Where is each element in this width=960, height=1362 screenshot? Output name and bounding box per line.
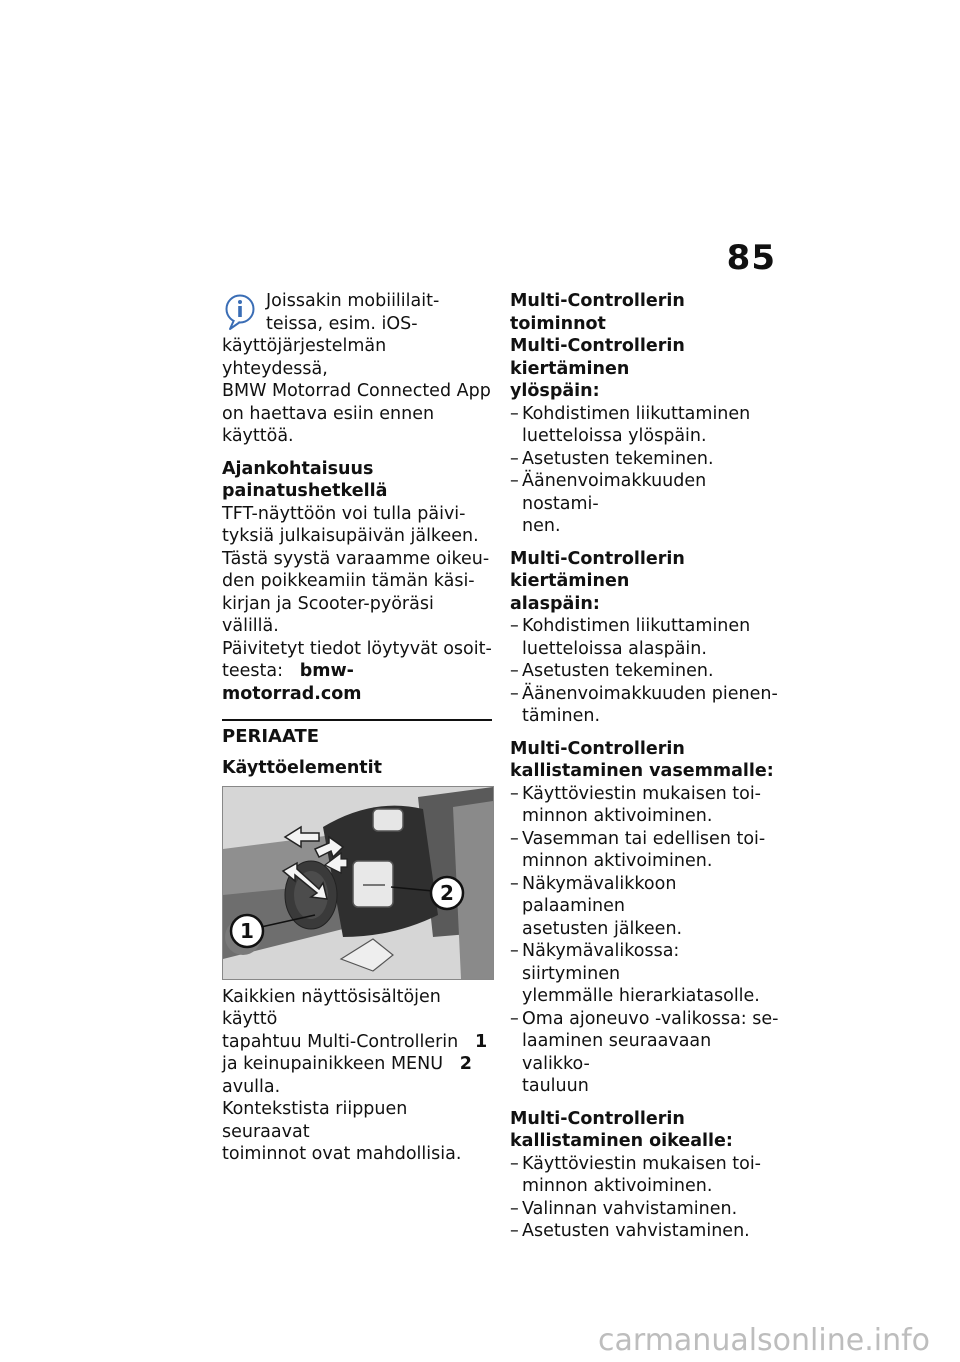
figure-caption	[222, 986, 492, 1166]
list-item-line: – Kohdistimen liikuttaminen	[522, 616, 751, 636]
list-item	[510, 660, 780, 683]
list-item	[510, 783, 780, 828]
group-heading-line: alaspäin:	[510, 593, 600, 614]
bullet-list	[510, 615, 780, 728]
list-item-line: minnon aktivoiminen.	[522, 806, 713, 826]
group-heading-line: Multi-Controllerin kiertäminen	[510, 336, 685, 379]
handlebar-illustration	[223, 787, 493, 979]
list-item	[510, 470, 780, 538]
info-note	[222, 290, 492, 448]
update-line: tyksiä julkaisupäivän jälkeen.	[222, 526, 479, 546]
list-item-line: luetteloissa alaspäin.	[522, 638, 707, 659]
update-line: Tästä syystä varaamme oikeu-	[222, 548, 490, 569]
caption-line: avulla.	[222, 1076, 281, 1097]
function-group	[510, 1108, 780, 1243]
list-item-line: minnon aktivoiminen.	[522, 1176, 713, 1196]
list-item	[510, 683, 780, 728]
group-heading-line: kallistaminen vasemmalle:	[510, 761, 774, 781]
note-line: BMW Motorrad Connected App	[222, 381, 491, 401]
website-link[interactable]: bmw-motorrad.com	[222, 661, 362, 704]
bullet-list	[510, 1153, 780, 1243]
update-notice	[222, 458, 492, 706]
list-item-line: minnon aktivoiminen.	[522, 851, 713, 871]
update-line: Päivitetyt tiedot löytyvät osoit-	[222, 638, 492, 659]
list-item-line: – Oma ajoneuvo -valikossa: se-	[522, 1008, 779, 1029]
caption-line: Kontekstista riippuen seuraavat	[222, 1099, 408, 1142]
caption-text: ja keinupainikkeen MENU	[222, 1054, 444, 1074]
list-item-line: – Äänenvoimakkuuden pienen-	[522, 683, 778, 704]
caption-line: toiminnot ovat mahdollisia.	[222, 1144, 462, 1164]
list-item-line: – Kohdistimen liikuttaminen	[522, 403, 751, 424]
caption-line: Kaikkien näyttösisältöjen käyttö	[222, 986, 441, 1029]
list-item-line: – Käyttöviestin mukaisen toi-	[522, 783, 761, 804]
group-heading-line: Multi-Controllerin	[510, 738, 685, 759]
note-line: käyttöjärjestelmän yhteydessä,	[222, 336, 387, 379]
group-heading-line: ylöspäin:	[510, 381, 600, 401]
section-title: PERIAATE	[222, 726, 320, 747]
update-last-prefix: teesta:	[222, 661, 283, 681]
list-item	[510, 940, 780, 1008]
caption-line	[222, 1031, 492, 1054]
caption-ref-number: 1	[474, 1031, 488, 1052]
list-item	[510, 1153, 780, 1198]
note-line: on haettava esiin ennen	[222, 403, 435, 424]
subsection-title: Käyttöelementit	[222, 758, 383, 778]
list-item-line: tauluun	[522, 1076, 589, 1096]
function-groups	[510, 335, 780, 1243]
function-group	[510, 738, 780, 1098]
info-icon	[224, 293, 256, 331]
update-line: kirjan ja Scooter-pyöräsi välillä.	[222, 593, 434, 636]
list-item	[510, 615, 780, 660]
list-item-line: nen.	[522, 516, 561, 536]
caption-ref-number: 2	[459, 1054, 472, 1074]
list-item-line: luetteloissa ylöspäin.	[522, 426, 707, 446]
function-group	[510, 548, 780, 728]
list-item	[510, 403, 780, 448]
group-heading-line: Multi-Controllerin	[510, 1108, 685, 1129]
update-last-line	[222, 660, 492, 705]
list-item-line: – Asetusten tekeminen.	[522, 448, 714, 469]
list-item-line: ylemmälle hierarkiatasolle.	[522, 986, 760, 1006]
update-heading-line: Ajankohtaisuus	[222, 458, 374, 479]
note-line: käyttöä.	[222, 426, 294, 446]
page-number: 85	[726, 238, 776, 278]
list-item-line: – Näkymävalikkoon palaaminen	[522, 873, 677, 916]
watermark: carmanualsonline.info	[598, 1323, 930, 1358]
section-divider	[222, 719, 492, 721]
function-group	[510, 335, 780, 538]
left-column	[222, 290, 492, 1166]
controls-figure	[222, 786, 494, 980]
figure-label-1: 1	[240, 918, 254, 943]
right-column	[510, 290, 780, 1253]
update-line: den poikkeamiin tämän käsi-	[222, 571, 475, 591]
list-item	[510, 873, 780, 941]
bullet-list	[510, 783, 780, 1098]
group-heading-line: Multi-Controllerin kiertäminen	[510, 548, 685, 591]
note-line: teissa, esim. iOS-	[266, 313, 418, 334]
list-item-line: – Valinnan vahvistaminen.	[522, 1198, 738, 1219]
list-item-line: – Asetusten vahvistaminen.	[522, 1221, 750, 1241]
list-item	[510, 828, 780, 873]
list-item	[510, 1198, 780, 1221]
list-item-line: – Asetusten tekeminen.	[522, 661, 714, 681]
caption-text: tapahtuu Multi-Controllerin	[222, 1031, 459, 1052]
list-item-line: – Vasemman tai edellisen toi-	[522, 828, 766, 849]
caption-line	[222, 1053, 492, 1076]
note-line: Joissakin mobiililait-	[266, 291, 440, 311]
group-heading-line: kallistaminen oikealle:	[510, 1131, 733, 1151]
list-item-line: – Käyttöviestin mukaisen toi-	[522, 1153, 761, 1174]
list-item-line: laaminen seuraavaan valikko-	[522, 1031, 712, 1074]
list-item-line: – Äänenvoimakkuuden nostami-	[522, 471, 707, 514]
functions-title: Multi-Controllerin toiminnot	[510, 291, 685, 334]
update-line: TFT-näyttöön voi tulla päivi-	[222, 503, 466, 524]
list-item-line: täminen.	[522, 706, 601, 726]
list-item-line: asetusten jälkeen.	[522, 918, 683, 939]
list-item	[510, 1008, 780, 1098]
list-item-line: – Näkymävalikossa: siirtyminen	[522, 941, 680, 984]
list-item	[510, 1220, 780, 1243]
list-item	[510, 448, 780, 471]
update-heading-line: painatushetkellä	[222, 481, 388, 501]
bullet-list	[510, 403, 780, 538]
figure-label-2: 2	[440, 880, 454, 905]
